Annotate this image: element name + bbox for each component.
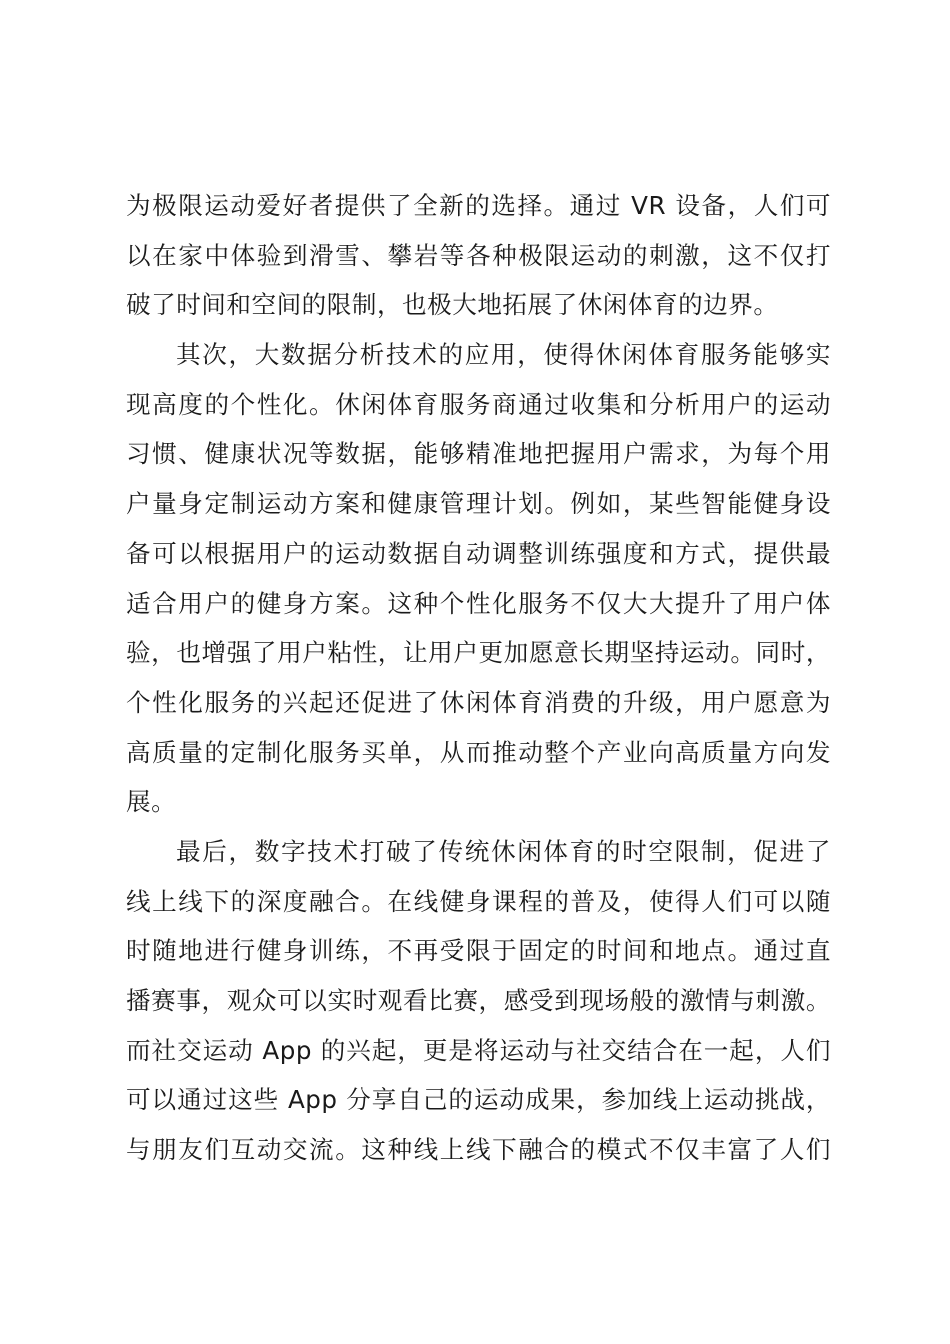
text-line: 时随地进行健身训练，不再受限于固定的时间和地点。通过直 (126, 936, 831, 966)
text-line: 为极限运动爱好者提供了全新的选择。通过 VR 设备，人们可 (126, 191, 831, 220)
text-line: 破了时间和空间的限制，也极大地拓展了休闲体育的边界。 (126, 290, 779, 320)
document-body (126, 181, 831, 1175)
text-line: 现高度的个性化。休闲体育服务商通过收集和分析用户的运动 (126, 389, 831, 419)
text-line: 播赛事，观众可以实时观看比赛，感受到现场般的激情与刺激。 (126, 986, 831, 1015)
paragraph-big-data (126, 330, 831, 827)
text-line: 验，也增强了用户粘性，让用户更加愿意长期坚持运动。同时， (126, 638, 831, 668)
text-line: 个性化服务的兴起还促进了休闲体育消费的升级，用户愿意为 (126, 687, 831, 717)
text-line: 习惯、健康状况等数据，能够精准地把握用户需求，为每个用 (126, 439, 831, 469)
text-line: 其次，大数据分析技术的应用，使得休闲体育服务能够实 (176, 340, 831, 370)
text-line: 高质量的定制化服务买单，从而推动整个产业向高质量方向发 (126, 737, 831, 767)
text-line: 适合用户的健身方案。这种个性化服务不仅大大提升了用户体 (126, 588, 831, 618)
paragraph-online-offline (126, 827, 831, 1175)
text-line: 备可以根据用户的运动数据自动调整训练强度和方式，提供最 (126, 538, 831, 568)
text-line: 与朋友们互动交流。这种线上线下融合的模式不仅丰富了人们 (126, 1135, 831, 1165)
text-line: 以在家中体验到滑雪、攀岩等各种极限运动的刺激，这不仅打 (126, 240, 831, 270)
text-line: 可以通过这些 App 分享自己的运动成果，参加线上运动挑战， (126, 1085, 831, 1115)
text-line: 最后，数字技术打破了传统休闲体育的时空限制，促进了 (176, 836, 831, 866)
text-line: 展。 (126, 787, 177, 817)
paragraph-vr (126, 181, 831, 330)
text-line: 线上线下的深度融合。在线健身课程的普及，使得人们可以随 (126, 886, 831, 916)
text-line: 户量身定制运动方案和健康管理计划。例如，某些智能健身设 (126, 489, 831, 519)
text-line: 而社交运动 App 的兴起，更是将运动与社交结合在一起，人们 (126, 1035, 831, 1065)
